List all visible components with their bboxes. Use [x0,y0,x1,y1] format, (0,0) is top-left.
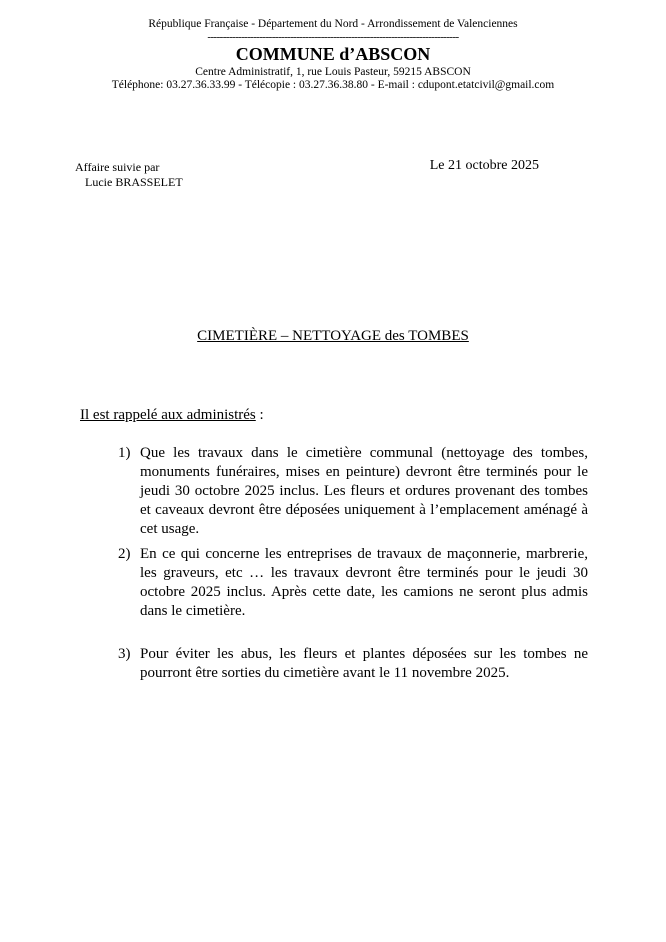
list-item-number: 2) [118,546,131,562]
list-item [118,444,588,539]
list-item [118,645,588,683]
list-item-text: Que les travaux dans le cimetière communal (nettoyage des tombes, monuments funéraires, mises en peinture) devront être terminés pour le jeudi 30 octobre 2025 inclus. Les fleurs et ordures provenant des tombes et caveaux devront être déposées uniquement à l’emplacement aménagé à cet usage. [140,445,588,537]
subject-text: CIMETIÈRE – NETTOYAGE des TOMBES [197,328,469,344]
affaire-name: Lucie BRASSELET [85,175,183,189]
list-item-number: 3) [118,646,131,662]
letter-date: Le 21 octobre 2025 [429,158,539,173]
affaire-label: Affaire suivie par [75,160,160,174]
header-address: Centre Administratif, 1, rue Louis Pasteur, 59215 ABSCON [195,66,471,78]
list-item [118,545,588,621]
intro-line [80,407,264,424]
commune-title: COMMUNE d’ABSCON [235,44,431,64]
header-contact: Téléphone: 03.27.36.33.99 - Télécopie : 03.27.36.38.80 - E-mail : cdupont.etatcivil@gmail.com [111,79,555,91]
header-top-line: République Française - Département du Nord - Arrondissement de Valenciennes [148,18,518,30]
intro-suffix: : [255,407,264,423]
list-item-text: En ce qui concerne les entreprises de travaux de maçonnerie, marbrerie, les graveurs, etc … les travaux devront être terminés pour le jeudi 30 octobre 2025 inclus. Après cette date, les camions ne seront plus admis dans le cimetière. [140,546,588,619]
header-separator: ---------------------------------------------------------------------------------- [207,31,459,43]
intro-underlined: Il est rappelé aux administrés [80,407,256,423]
affaire-block [75,160,183,190]
list-item-text: Pour éviter les abus, les fleurs et plantes déposées sur les tombes ne pourront être sorties du cimetière avant le 11 novembre 2025. [140,646,588,681]
list-item-number: 1) [118,445,131,461]
letter-subject [0,328,666,345]
